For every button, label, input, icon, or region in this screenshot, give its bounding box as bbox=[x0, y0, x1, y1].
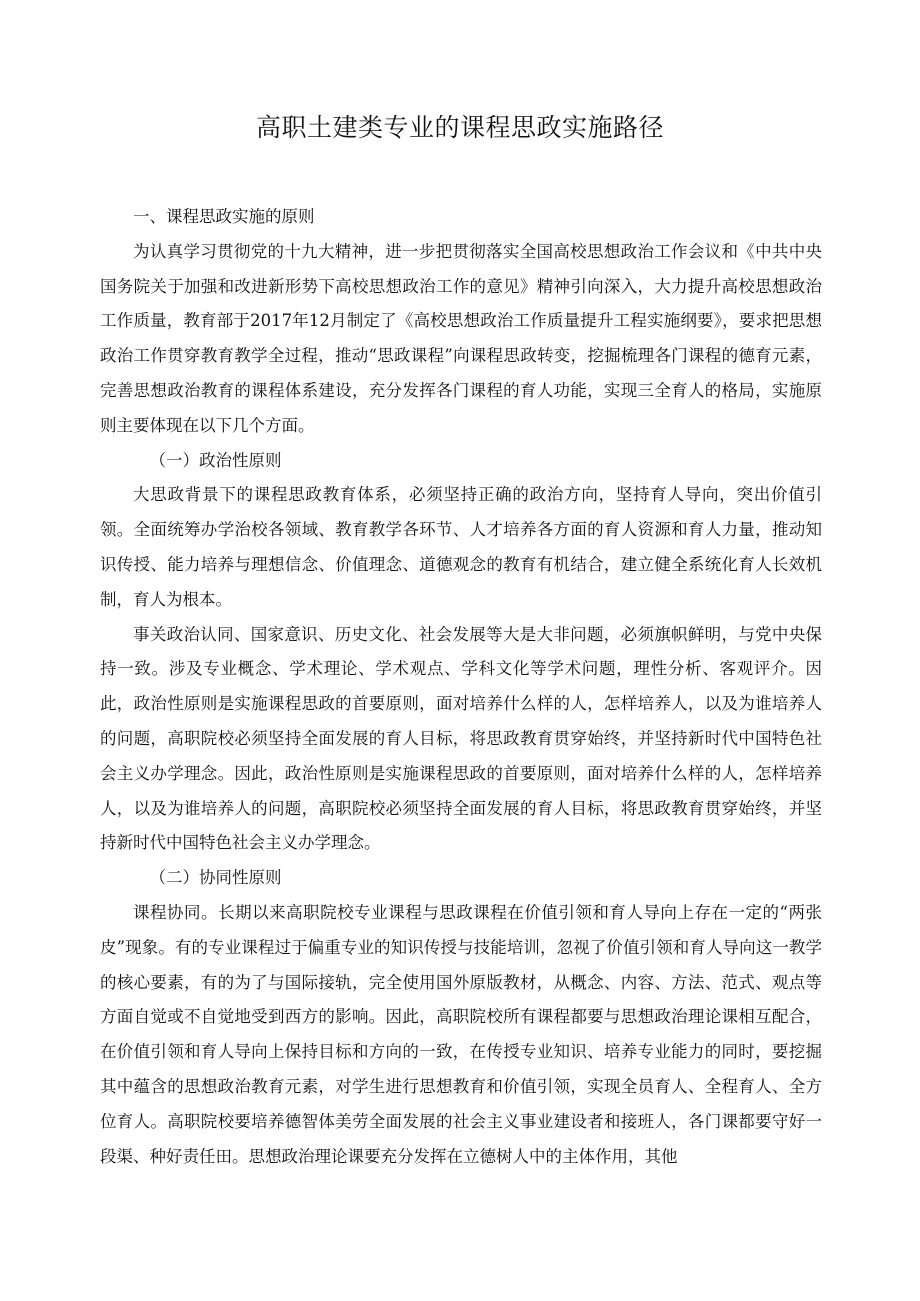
paragraph-political-1: 大思政背景下的课程思政教育体系，必须坚持正确的政治方向，坚持育人导向，突出价值引领。全面统筹办学治校各领域、教育教学各环节、人才培养各方面的育人资源和育人力量，推动知识传授、能力培养与理想信念、价值理念、道德观念的教育有机结合，建立健全系统化育人长效机制，育人为根本。 bbox=[100, 485, 822, 609]
section-heading-principles: 一、课程思政实施的原则 bbox=[133, 207, 315, 226]
document-body bbox=[100, 200, 822, 1174]
paragraph-collaborative-1: 课程协同。长期以来高职院校专业课程与思政课程在价值引领和育人导向上存在一定的“两张皮”现象。有的专业课程过于偏重专业的知识传授与技能培训，忽视了价值引领和育人导向这一教学的核心要素，有的为了与国际接轨，完全使用国外原版教材，从概念、内容、方法、范式、观点等方面自觉或不自觉地受到西方的影响。因此，高职院校所有课程都要与思想政治理论课相互配合，在价值引领和育人导向上保持目标和方向的一致，在传授专业知识、培养专业能力的同时，要挖掘其中蕴含的思想政治教育元素，对学生进行思想教育和价值引领，实现全员育人、全程育人、全方位育人。高职院校要培养德智体美劳全面发展的社会主义事业建设者和接班人，各门课都要守好一段渠、种好责任田。思想政治理论课要充分发挥在立德树人中的主体作用，其他 bbox=[100, 902, 822, 1166]
paragraph-intro: 为认真学习贯彻党的十九大精神，进一步把贯彻落实全国高校思想政治工作会议和《中共中央国务院关于加强和改进新形势下高校思想政治工作的意见》精神引向深入，大力提升高校思想政治工作质量，教育部于2017年12月制定了《高校思想政治工作质量提升工程实施纲要》，要求把思想政治工作贯穿教育教学全过程，推动“思政课程”向课程思政转变，挖掘梳理各门课程的德育元素，完善思想政治教育的课程体系建设，充分发挥各门课程的育人功能，实现三全育人的格局，实施原则主要体现在以下几个方面。 bbox=[100, 241, 822, 435]
subsection-heading-collaborative: （二）协同性原则 bbox=[149, 868, 282, 888]
document-title: 高职土建类专业的课程思政实施路径 bbox=[255, 113, 664, 142]
subsection-heading-political: （一）政治性原则 bbox=[149, 450, 282, 470]
paragraph-political-2: 事关政治认同、国家意识、历史文化、社会发展等大是大非问题，必须旗帜鲜明，与党中央保持一致。涉及专业概念、学术理论、学术观点、学科文化等学术问题，理性分析、客观评介。因此，政治性原则是实施课程思政的首要原则，面对培养什么样的人，怎样培养人，以及为谁培养人的问题，高职院校必须坚持全面发展的育人目标，将思政教育贯穿始终，并坚持新时代中国特色社会主义办学理念。因此，政治性原则是实施课程思政的首要原则，面对培养什么样的人，怎样培养人，以及为谁培养人的问题，高职院校必须坚持全面发展的育人目标，将思政教育贯穿始终，并坚持新时代中国特色社会主义办学理念。 bbox=[100, 624, 822, 853]
